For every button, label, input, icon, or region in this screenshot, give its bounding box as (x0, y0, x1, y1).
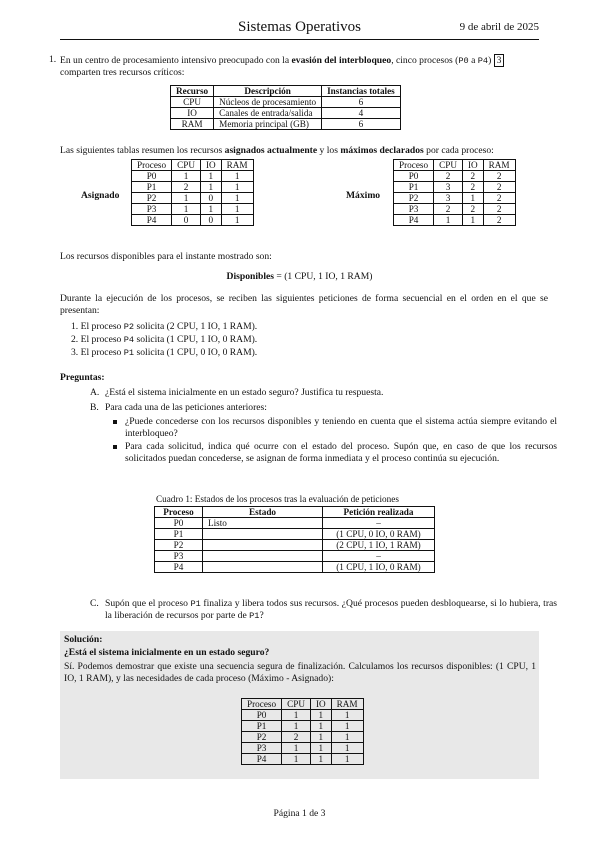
table-header-row (155, 507, 435, 518)
column-header: Proceso (155, 507, 203, 518)
table-header-row (171, 86, 401, 97)
table-cell: (1 CPU, 0 IO, 0 RAM) (323, 529, 435, 540)
table-cell: P1 (242, 721, 282, 732)
table-row (155, 562, 435, 573)
table-cell: P4 (394, 215, 434, 226)
table-cell: P2 (242, 732, 282, 743)
process-id: P4 (477, 56, 489, 66)
table-cell: 1 (221, 171, 253, 182)
table-cell: 2 (282, 732, 311, 743)
table-cell (203, 562, 323, 573)
requests-intro: Durante la ejecución de los procesos, se reciben las siguientes peticiones de forma secuencial en el orden en el que se presentan: (60, 293, 548, 317)
table-cell: RAM (171, 119, 214, 130)
table-header-row (394, 160, 516, 171)
request-number: 1. (71, 321, 81, 332)
question-a-text: ¿Está el sistema inicialmente en un estado seguro? Justifica tu respuesta. (105, 387, 384, 398)
table-cell: P0 (155, 518, 203, 529)
table-cell: 1 (331, 743, 363, 754)
tables-intro (60, 145, 548, 157)
table-cell: P3 (394, 204, 434, 215)
table-row (242, 754, 364, 765)
table-row (394, 182, 516, 193)
table-cell: 0 (200, 193, 221, 204)
request-text: solicita (1 CPU, 0 IO, 0 RAM). (134, 347, 258, 358)
question-c-text (105, 598, 557, 623)
table-cell: Núcleos de procesamiento (214, 97, 322, 108)
points-badge: 3 (494, 54, 505, 67)
table-cell: (2 CPU, 1 IO, 1 RAM) (323, 540, 435, 551)
table-row (242, 710, 364, 721)
table-row (242, 721, 364, 732)
process-id: P1 (123, 348, 135, 358)
request-text: solicita (1 CPU, 1 IO, 0 RAM). (134, 334, 258, 345)
header-divider (60, 39, 539, 40)
request-number: 3. (71, 347, 81, 358)
table-cell: 1 (221, 182, 253, 193)
question-c-part: Supón que el proceso (105, 598, 191, 609)
table-cell: P2 (394, 193, 434, 204)
table-cell: 1 (310, 754, 331, 765)
page-date: 9 de abril de 2025 (459, 21, 539, 33)
table-cell: Memoria principal (GB) (214, 119, 322, 130)
table-cell: 6 (322, 119, 401, 130)
process-id: P1 (249, 611, 260, 622)
column-header: Proceso (394, 160, 434, 171)
process-id: P1 (190, 599, 201, 609)
question-intro (60, 54, 548, 80)
table-cell: P1 (155, 529, 203, 540)
table-cell: 2 (172, 182, 201, 193)
table-row (171, 97, 401, 108)
available-label: Disponibles (226, 271, 275, 282)
table-row (132, 171, 254, 182)
table-cell: 1 (172, 193, 201, 204)
assigned-table (131, 159, 254, 226)
resources-table (170, 85, 401, 130)
table-cell: P0 (242, 710, 282, 721)
table-cell: IO (171, 108, 214, 119)
table-caption: Cuadro 1: Estados de los procesos tras la evaluación de peticiones (156, 494, 399, 504)
available-value: = (1 CPU, 1 IO, 1 RAM) (274, 271, 373, 282)
table-cell: 1 (310, 732, 331, 743)
table-cell: Listo (203, 518, 323, 529)
need-table (241, 698, 364, 765)
table-row (155, 540, 435, 551)
table-cell: P1 (394, 182, 434, 193)
questions-title: Preguntas: (60, 372, 105, 383)
table-cell: 2 (483, 182, 515, 193)
table-cell: 1 (310, 710, 331, 721)
solution-text: Sí. Podemos demostrar que existe una secuencia segura de finalización. Calculamos los recursos disponibles: (1 CPU, 1 IO, 1 RAM), y las necesidades de cada proceso (Máximo - Asignado): (64, 661, 536, 685)
requests-list (71, 321, 541, 360)
request-text: El proceso (80, 347, 124, 358)
intro-text: En un centro de procesamiento intensivo preocupado con la (60, 55, 292, 66)
table-cell (203, 551, 323, 562)
process-id: P0 (458, 56, 469, 66)
table-cell: P4 (242, 754, 282, 765)
question-b-letter: B. (90, 402, 99, 413)
table-cell: P2 (155, 540, 203, 551)
column-header: Instancias totales (322, 86, 401, 97)
list-item (71, 334, 541, 347)
page-number: Página 1 de 3 (273, 808, 326, 819)
intro-text: comparten tres recursos críticos: (60, 67, 185, 79)
table-cell: 2 (434, 171, 463, 182)
table-cell: 2 (434, 204, 463, 215)
table-cell: 1 (331, 710, 363, 721)
process-id: P2 (123, 322, 135, 332)
table-cell: 1 (462, 215, 483, 226)
table-row (132, 193, 254, 204)
bullet-text: Para cada solicitud, indica qué ocurre con el estado del proceso. Supón que, en caso de que los recursos solicitados puedan concederse, se asignan de forma inmediata y el proceso continúa su ejecución. (125, 440, 557, 465)
list-item (113, 441, 557, 466)
table-cell: 1 (331, 721, 363, 732)
question-c-part: ? (259, 610, 264, 622)
table-cell: 1 (282, 754, 311, 765)
column-header: CPU (282, 699, 311, 710)
table-cell: P1 (132, 182, 172, 193)
table-row (155, 529, 435, 540)
table-cell: 3 (434, 182, 463, 193)
table-row (394, 215, 516, 226)
table-cell: P3 (132, 204, 172, 215)
table-cell: CPU (171, 97, 214, 108)
bullet-icon (113, 445, 117, 449)
table-cell: 1 (310, 721, 331, 732)
page-title: Sistemas Operativos (238, 19, 361, 35)
table-row (155, 518, 435, 529)
assigned-label: Asignado (81, 190, 120, 201)
question-c-letter: C. (90, 598, 99, 609)
table-cell: (1 CPU, 1 IO, 0 RAM) (323, 562, 435, 573)
question-c-part: finaliza y libera todos sus recursos. ¿Qué procesos pueden desbloquearse, si lo hubiera, tras la liberación de recursos por parte de (105, 598, 558, 622)
table-cell: 2 (483, 171, 515, 182)
bullet-text: ¿Puede concederse con los recursos disponibles y teniendo en cuenta que el sistema actúa siempre evitando el interbloqueo? (125, 416, 557, 440)
table-row (171, 119, 401, 130)
column-header: IO (462, 160, 483, 171)
table-cell: 1 (221, 193, 253, 204)
column-header: Recurso (171, 86, 214, 97)
table-cell (203, 529, 323, 540)
column-header: Petición realizada (323, 507, 435, 518)
table-cell: P4 (155, 562, 203, 573)
question-a-letter: A. (90, 387, 100, 398)
column-header: IO (200, 160, 221, 171)
table-header-row (242, 699, 364, 710)
table-row (242, 743, 364, 754)
intro-text: Las siguientes tablas resumen los recursos (60, 145, 225, 156)
request-text: El proceso (80, 334, 124, 345)
table-cell: P4 (132, 215, 172, 226)
table-row (394, 204, 516, 215)
solution-title: Solución: (64, 634, 103, 645)
list-item (71, 347, 541, 360)
table-row (155, 551, 435, 562)
table-header-row (132, 160, 254, 171)
process-id: P4 (123, 335, 135, 345)
table-cell: 1 (310, 743, 331, 754)
table-cell: P3 (155, 551, 203, 562)
table-row (171, 108, 401, 119)
table-cell: 1 (200, 182, 221, 193)
question-number: 1. (49, 54, 57, 65)
table-cell: 2 (462, 171, 483, 182)
table-cell: 6 (322, 97, 401, 108)
column-header: Proceso (132, 160, 172, 171)
table-cell: 1 (172, 171, 201, 182)
table-cell: 1 (462, 193, 483, 204)
maximum-table (393, 159, 516, 226)
table-cell: – (323, 518, 435, 529)
table-cell: P0 (132, 171, 172, 182)
table-cell: – (323, 551, 435, 562)
table-cell: 1 (331, 754, 363, 765)
column-header: Estado (203, 507, 323, 518)
table-cell: 1 (434, 215, 463, 226)
table-cell: 4 (322, 108, 401, 119)
column-header: Proceso (242, 699, 282, 710)
column-header: IO (310, 699, 331, 710)
available-formula (0, 271, 599, 283)
table-cell: 2 (462, 204, 483, 215)
table-cell: 1 (282, 743, 311, 754)
intro-text: a (468, 55, 478, 66)
table-row (394, 171, 516, 182)
column-header: Descripción (214, 86, 322, 97)
table-row (132, 182, 254, 193)
intro-text: ) (488, 55, 494, 66)
table-cell: 1 (200, 204, 221, 215)
request-text: solicita (2 CPU, 1 IO, 1 RAM). (134, 321, 258, 332)
intro-bold: asignados actualmente (224, 145, 318, 156)
table-cell: 1 (282, 721, 311, 732)
table-cell: P0 (394, 171, 434, 182)
maximum-label: Máximo (346, 190, 381, 201)
column-header: CPU (434, 160, 463, 171)
request-text: El proceso (80, 321, 124, 332)
table-cell: 0 (200, 215, 221, 226)
table-cell: 2 (462, 182, 483, 193)
intro-text: y los (317, 145, 341, 156)
intro-text: por cada proceso: (423, 145, 494, 156)
table-cell (203, 540, 323, 551)
intro-bold: evasión del interbloqueo (291, 55, 392, 66)
table-cell: P3 (242, 743, 282, 754)
bullet-icon (113, 420, 117, 424)
column-header: RAM (331, 699, 363, 710)
column-header: CPU (172, 160, 201, 171)
intro-bold: máximos declarados (340, 145, 424, 156)
table-cell: 3 (434, 193, 463, 204)
table-cell: 1 (221, 204, 253, 215)
available-text: Los recursos disponibles para el instante mostrado son: (60, 251, 272, 262)
table-cell: 2 (483, 204, 515, 215)
table-cell: 0 (172, 215, 201, 226)
request-number: 2. (71, 334, 81, 345)
list-item (71, 321, 541, 334)
table-cell: P2 (132, 193, 172, 204)
solution-subtitle: ¿Está el sistema inicialmente en un estado seguro? (64, 647, 270, 658)
table-cell: 1 (282, 710, 311, 721)
states-table (154, 506, 435, 573)
table-cell: 1 (221, 215, 253, 226)
table-cell: 1 (331, 732, 363, 743)
table-cell: 2 (483, 215, 515, 226)
list-item (113, 416, 557, 441)
table-cell: 2 (483, 193, 515, 204)
table-cell: Canales de entrada/salida (214, 108, 322, 119)
column-header: RAM (483, 160, 515, 171)
table-cell: 1 (200, 171, 221, 182)
table-row (132, 215, 254, 226)
table-row (242, 732, 364, 743)
intro-text: , cinco procesos ( (391, 55, 459, 66)
column-header: RAM (221, 160, 253, 171)
table-cell: 1 (172, 204, 201, 215)
question-b-bullets (113, 416, 557, 466)
table-row (132, 204, 254, 215)
question-b-text: Para cada una de las peticiones anteriores: (105, 402, 267, 413)
table-row (394, 193, 516, 204)
